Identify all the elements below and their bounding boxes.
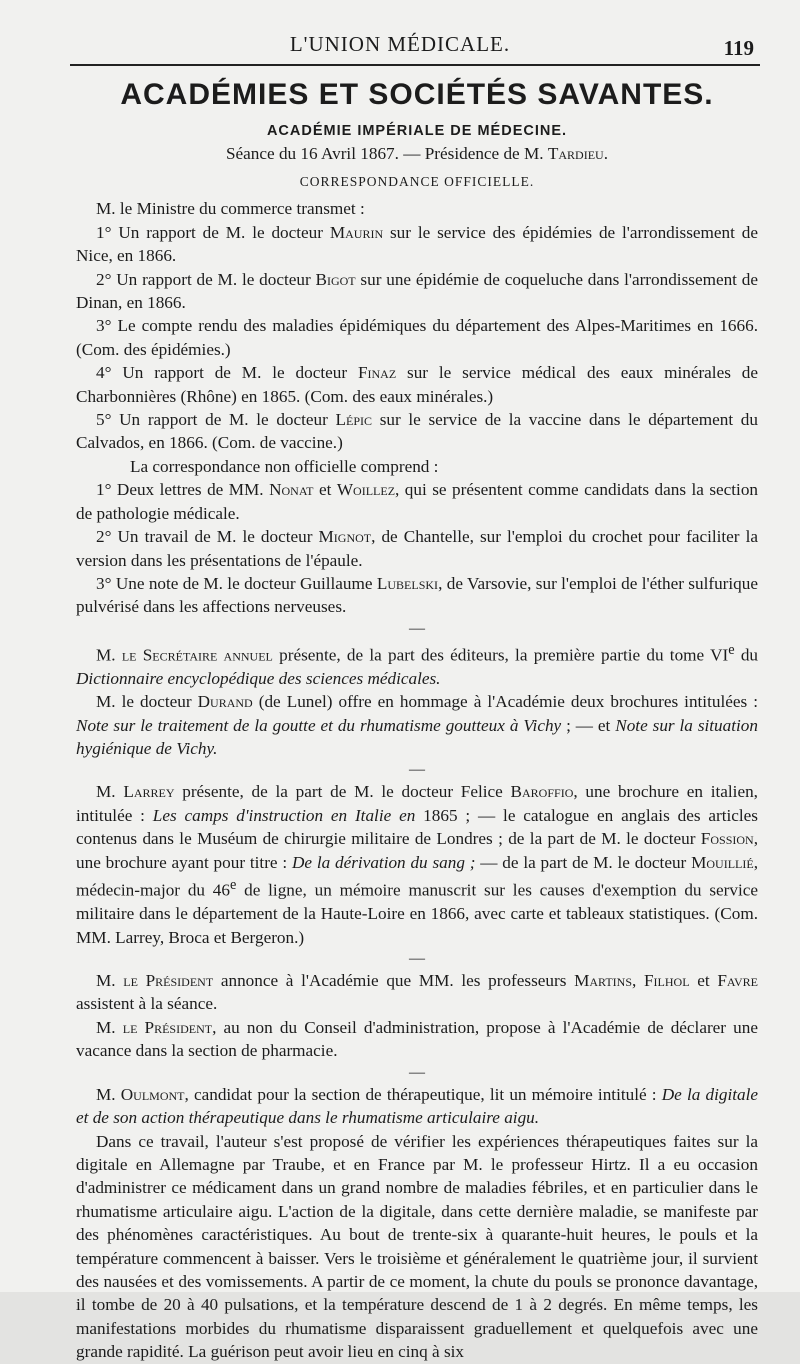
item-text: 2° Un travail de M. le docteur bbox=[96, 527, 319, 547]
official-item bbox=[76, 408, 758, 455]
item-text: 2° Un rapport de M. le docteur bbox=[96, 269, 316, 289]
item-text: sur le service médical des eaux minérales de Charbonnières (Rhône) en 1865. (Com. des eaux minérales.) bbox=[76, 363, 758, 406]
unofficial-item bbox=[76, 572, 758, 619]
para-italic: Note sur le traitement de la goutte et du rhumatisme goutteux à Vichy bbox=[76, 715, 562, 735]
para-name: Fossion bbox=[700, 829, 754, 849]
para-title: le Président bbox=[122, 1017, 213, 1037]
separator-dash: — bbox=[409, 761, 425, 779]
para-name: Durand bbox=[197, 692, 253, 712]
official-item bbox=[76, 268, 758, 315]
paragraph-president-1 bbox=[76, 969, 758, 1016]
para-name: Oulmont bbox=[120, 1084, 185, 1104]
para-text: 1865 ; — le catalogue en anglais des articles contenus dans le Muséum de chirurgie militaire de Londres ; de la part de M. le docteur bbox=[76, 805, 758, 849]
para-text: — de la part de M. le docteur bbox=[475, 852, 692, 872]
para-text: , une brochure en italien, intitulée : bbox=[76, 782, 758, 825]
item-text: , de Chantelle, sur l'emploi du crochet pour faciliter la version dans les présentations de l'épaule. bbox=[76, 527, 758, 570]
para-name: Mouillié bbox=[691, 852, 754, 872]
item-text: , de Varsovie, sur l'emploi de l'éther sulfurique pulvérisé dans les affections nerveuses. bbox=[76, 573, 758, 617]
unofficial-intro: La correspondance non officielle comprend : bbox=[130, 456, 439, 476]
para-name: Filhol bbox=[643, 971, 690, 991]
item-name: Lépic bbox=[335, 410, 373, 430]
paragraph-oulmont bbox=[76, 1083, 758, 1130]
item-text: 4° Un rapport de M. le docteur bbox=[96, 363, 358, 383]
item-text: 3° Le compte rendu des maladies épidémiques du département des Alpes-Maritimes en 1666. (Com. des épidémies.) bbox=[76, 316, 758, 359]
para-text: ; — et bbox=[561, 715, 616, 735]
para-text: , une brochure ayant pour titre : bbox=[76, 829, 758, 872]
para-italic: Dictionnaire encyclopédique des sciences médicales. bbox=[76, 668, 441, 688]
running-head bbox=[0, 30, 800, 60]
item-text: , qui se présentent comme candidats dans la section de pathologie médicale. bbox=[76, 480, 759, 523]
para-text: M. bbox=[96, 645, 122, 665]
separator-dash: — bbox=[409, 950, 425, 968]
section-title: ACADÉMIES ET SOCIÉTÉS SAVANTES. bbox=[120, 78, 714, 111]
para-text: , médecin-major du 46 bbox=[76, 852, 758, 900]
item-text: sur le service des épidémies de l'arrondissement de Nice, en 1866. bbox=[76, 222, 758, 266]
official-intro: M. le Ministre du commerce transmet : bbox=[96, 199, 365, 219]
para-text: annonce à l'Académie que MM. les professeurs bbox=[213, 971, 575, 991]
para-name: Martins bbox=[574, 971, 632, 991]
article-body bbox=[76, 78, 758, 1364]
para-text: , au non du Conseil d'administration, propose à l'Académie de déclarer une vacance dans la section de pharmacie. bbox=[76, 1017, 758, 1061]
item-text: 3° Une note de M. le docteur Guillaume bbox=[96, 573, 377, 593]
session-president: Tardieu bbox=[547, 144, 604, 163]
page-number: 119 bbox=[723, 36, 754, 60]
para-name: Larrey bbox=[123, 782, 175, 802]
session-end: . bbox=[603, 144, 608, 163]
separator-dash: — bbox=[409, 619, 425, 637]
para-italic: Les camps d'instruction en Italie en bbox=[152, 805, 416, 825]
para-italic: De la digitale et de son action thérapeutique dans le rhumatisme articulaire aigu. bbox=[76, 1084, 758, 1128]
paragraph-digitale: Dans ce travail, l'auteur s'est proposé de vérifier les expériences thérapeutiques faites sur la digitale en Allemagne par Traube, et en France par M. le professeur Hirtz. Il a eu occasion d'administrer ce médicament dans un grand nombre de maladies fébriles, et en particulier dans le rhumatisme articulaire aigu. L'action de la digitale, dans cette dernière maladie, se manifeste par des phénomènes caractéristiques. Au bout de trente-six à quarante-huit heures, le pouls et la température commencent à baisser. Vers le troisième et généralement le quatrième jour, il survient des nausées et des vomissements. A partir de ce moment, la chute du pouls se prononce davantage, il tombe de 20 à 40 pulsations, et la température descend de 1 à 2 degrés. En même temps, les manifestations morbides du rhumatisme disparaissent graduellement et quelquefois avec une grande rapidité. La guérison peut avoir lieu en cinq à six bbox=[76, 1131, 758, 1362]
item-name: Lubelski bbox=[376, 573, 439, 593]
header-rule bbox=[70, 64, 760, 66]
official-heading: CORRESPONDANCE OFFICIELLE. bbox=[299, 174, 535, 190]
para-text: M. bbox=[96, 1017, 123, 1037]
para-text: et bbox=[689, 971, 718, 991]
academy-title: ACADÉMIE IMPÉRIALE DE MÉDECINE. bbox=[266, 123, 568, 139]
item-text: 1° Un rapport de M. le docteur bbox=[96, 222, 330, 242]
item-name: Finaz bbox=[357, 363, 397, 383]
paragraph-president-2 bbox=[76, 1016, 758, 1063]
item-name: Mignot bbox=[318, 527, 372, 547]
item-text: 1° Deux lettres de MM. bbox=[96, 480, 270, 500]
official-item bbox=[76, 221, 758, 268]
para-text: présente, de la part des éditeurs, la première partie du tome VI bbox=[272, 645, 729, 665]
item-name: Maurin bbox=[329, 222, 384, 242]
para-text: M. bbox=[96, 782, 124, 802]
para-text: M. le docteur bbox=[96, 692, 198, 712]
unofficial-item bbox=[76, 478, 758, 525]
para-superscript: e bbox=[229, 877, 237, 894]
para-text: , candidat pour la section de thérapeutique, lit un mémoire intitulé : bbox=[184, 1084, 662, 1104]
para-text: du bbox=[734, 645, 759, 665]
item-text: et bbox=[313, 480, 337, 500]
running-title: L'UNION MÉDICALE. bbox=[289, 32, 511, 56]
unofficial-item bbox=[76, 525, 758, 572]
separator-dash: — bbox=[409, 1063, 425, 1081]
item-name: Bigot bbox=[315, 269, 356, 289]
paragraph-secretaire bbox=[76, 639, 758, 691]
para-text: présente, de la part de M. le docteur Felice bbox=[174, 782, 511, 802]
para-text: M. bbox=[96, 1084, 121, 1104]
para-italic: De la dérivation du sang ; bbox=[291, 852, 476, 872]
para-text: M. bbox=[96, 971, 124, 991]
para-title: le Président bbox=[123, 971, 214, 991]
para-text: de ligne, un mémoire manuscrit sur les causes d'exemption du service militaire dans le département de la Haute-Loire en 1866, avec carte et tableaux statistiques. (Com. MM. Larrey, Broca et Bergeron.) bbox=[76, 880, 758, 947]
paragraph-larrey bbox=[76, 780, 758, 949]
item-name: Woillez bbox=[336, 480, 396, 500]
item-name: Nonat bbox=[269, 480, 314, 500]
paragraph-durand bbox=[76, 690, 758, 760]
para-name: Baroffio bbox=[510, 782, 574, 802]
official-item bbox=[76, 361, 758, 408]
session-line bbox=[76, 142, 758, 165]
para-superscript: e bbox=[728, 641, 735, 658]
official-item bbox=[76, 314, 758, 361]
para-text: (de Lunel) offre en hommage à l'Académie deux brochures intitulées : bbox=[252, 692, 758, 712]
item-text: sur le service de la vaccine dans le département du Calvados, en 1866. (Com. de vaccine.) bbox=[76, 410, 758, 453]
para-name: Favre bbox=[717, 971, 758, 991]
item-text: 5° Un rapport de M. le docteur bbox=[96, 410, 336, 430]
para-text: assistent à la séance. bbox=[76, 994, 218, 1014]
item-text: sur une épidémie de coqueluche dans l'arrondissement de Dinan, en 1866. bbox=[76, 269, 758, 313]
para-text: , bbox=[632, 971, 644, 991]
session-text: Séance du 16 Avril 1867. — Présidence de M. bbox=[225, 144, 548, 163]
para-title: le Secrétaire annuel bbox=[121, 645, 273, 665]
para-italic: Note sur la situation hygiénique de Vichy. bbox=[76, 715, 758, 759]
